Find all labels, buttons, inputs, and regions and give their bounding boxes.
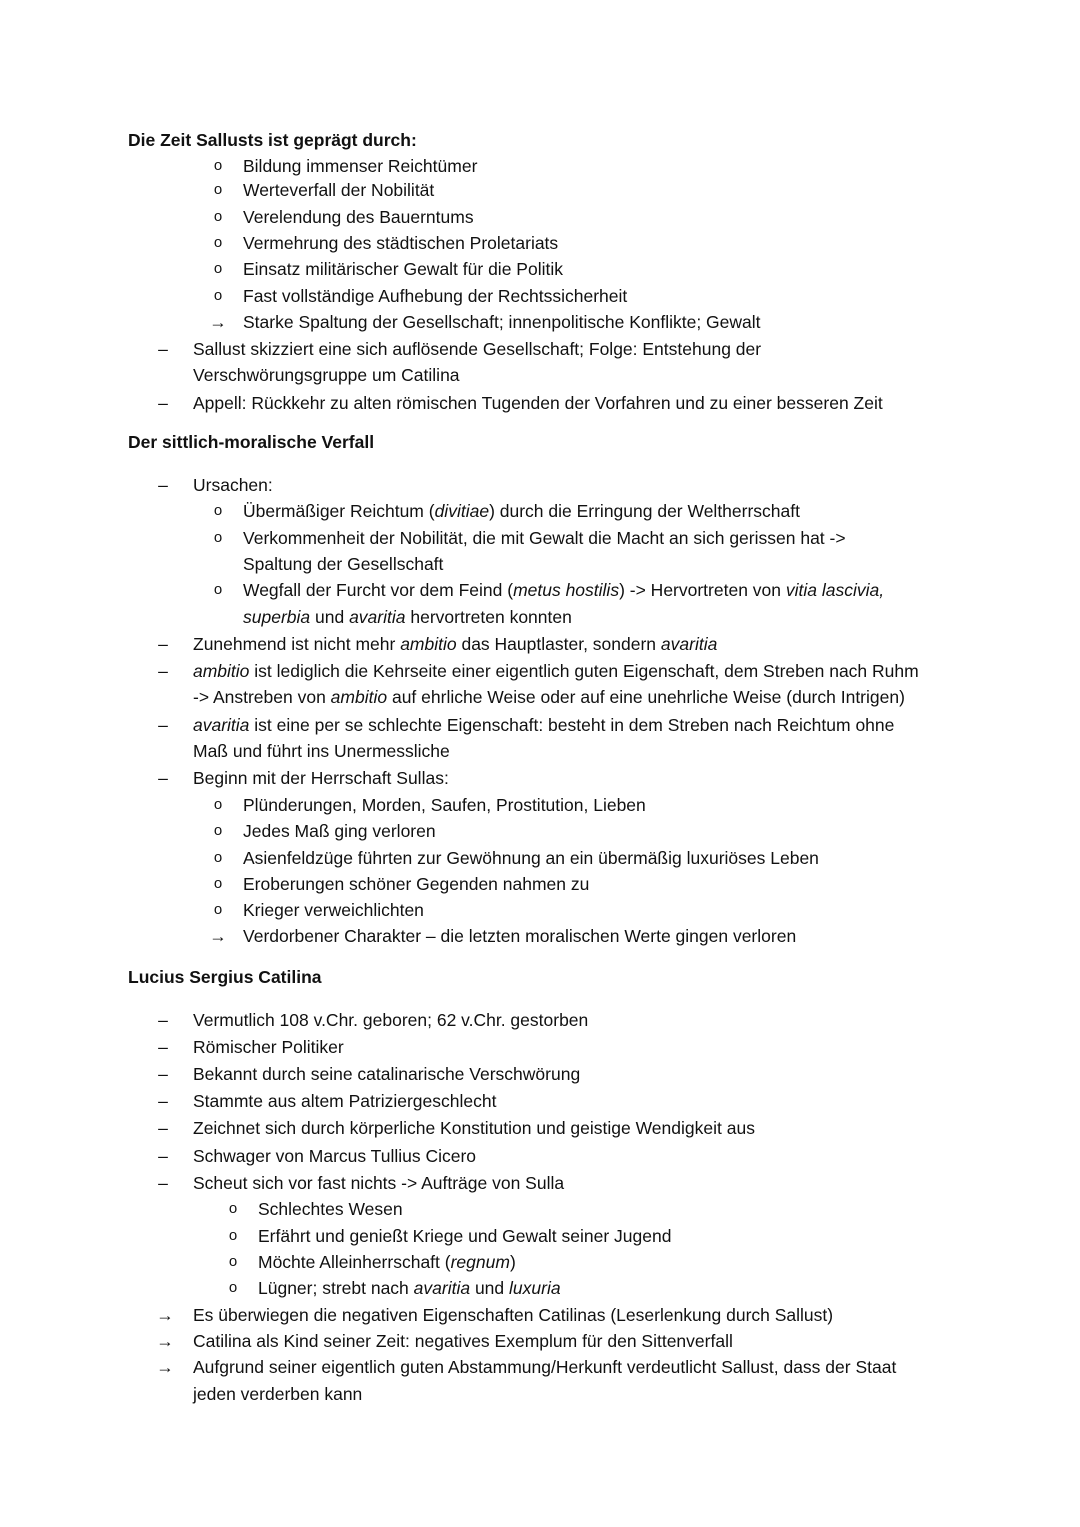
document-page: Die Zeit Sallusts ist geprägt durch: o Bildung immenser Reichtümer o Werteverfall der Nobilität o Verelendung des Bauerntums o Vermehrung des städtischen Proletariats o Einsatz militärischer Gewalt für die Politik o Fast vollständige Aufhebung der Rechtssicherheit → Starke Spaltung der Gesellschaft; innenpolitische Konflikte; Gewalt – Sallust skizziert eine sich auflösende Gesellschaft; Folge: Entstehung der Verschwörungsgruppe um Catilina – Appell: Rückkehr zu alten römischen Tugenden der Vorfahren und zu einer besseren Zeit Der sittlich-moralische Verfall – Ursachen: o Übermäßiger Reichtum (divitiae) durch die Erringung der Weltherrschaft o Verkommenheit der Nobilität, die mit Gewalt die Macht an sich gerissen hat -> Spaltung der Gesellschaft o Wegfall der Furcht vor dem Feind (metus hostilis) -> Hervortreten von vitia lascivia, superbia und avaritia hervortreten konnten – Zunehmend ist nicht mehr ambitio das Hauptlaster, sondern avaritia – ambitio ist lediglich die Kehrseite einer eigentlich guten Eigenschaft, dem Streben nach Ruhm -> Anstreben von ambitio auf ehrliche Weise oder auf eine unehrliche Weise (durch Intrigen) – avaritia ist eine per se schlechte Eigenschaft: besteht in dem Streben nach Reichtum ohne Maß und führt ins Unermessliche – Beginn mit der Herrschaft Sullas: o Plünderungen, Morden, Saufen, Prostitution, Lieben o Jedes Maß ging verloren o Asienfeldzüge führten zur Gewöhnung an ein übermäßig luxuriöses Leben o Eroberungen schöner Gegenden nahmen zu o Krieger verweichlichten → Verdorbener Charakter – die letzten moralischen Werte gingen verloren Lucius Sergius Catilina – Vermutlich 108 v.Chr. geboren; 62 v.Chr. gestorben – Römischer Politiker – Bekannt durch seine catalinarische Verschwörung – Stammte aus altem Patriziergeschlecht – Zeichnet sich durch körperliche Konstitution und geistige Wendigkeit aus – Schwager von Marcus Tullius Cicero – Scheut sich vor fast nichts -> Aufträge von Sulla o Schlechtes Wesen o Erfährt und genießt Kriege und Gewalt seiner Jugend o Möchte Alleinherrschaft (regnum) o Lügner; strebt nach avaritia und luxuria → Es überwiegen die negativen Eigenschaften Catilinas (Leserlenkung durch Sallust) → Catilina als Kind seiner Zeit: negatives Exemplum für den Sittenverfall → Aufgrund seiner eigentlich guten Abstammung/Herkunft verdeutlicht Sallust, dass der Staat jeden verderben kann [0, 0, 1080, 1527]
circle-bullet-icon: o [213, 208, 223, 225]
circle-bullet-icon: o [213, 796, 223, 813]
list-item-continuation: jeden verderben kann [193, 1384, 363, 1404]
list-item-continuation: Maß und führt ins Unermessliche [193, 741, 450, 761]
arrow-right-icon: → [156, 1331, 174, 1351]
dash-bullet-icon: – [158, 1118, 168, 1138]
circle-bullet-icon: o [228, 1253, 238, 1270]
section-heading-catilina: Lucius Sergius Catilina [128, 967, 322, 987]
arrow-right-icon: → [209, 312, 227, 332]
circle-bullet-icon: o [213, 875, 223, 892]
circle-bullet-icon: o [213, 157, 223, 174]
circle-bullet-icon: o [213, 901, 223, 918]
circle-bullet-icon: o [228, 1200, 238, 1217]
section-heading-moral-decline: Der sittlich-moralische Verfall [128, 432, 375, 452]
circle-bullet-icon: o [213, 849, 223, 866]
circle-bullet-icon: o [228, 1227, 238, 1244]
circle-bullet-icon: o [213, 581, 223, 598]
circle-bullet-icon: o [213, 287, 223, 304]
dash-bullet-icon: – [158, 475, 168, 495]
dash-bullet-icon: – [158, 1010, 168, 1030]
circle-bullet-icon: o [213, 502, 223, 519]
circle-bullet-icon: o [213, 260, 223, 277]
dash-bullet-icon: – [158, 393, 168, 413]
list-item-continuation: superbia und avaritia hervortreten konnten [243, 607, 572, 627]
dash-bullet-icon: – [158, 1173, 168, 1193]
list-item-continuation: Verschwörungsgruppe um Catilina [193, 365, 460, 385]
arrow-right-icon: → [209, 926, 227, 946]
arrow-right-icon: → [156, 1357, 174, 1377]
circle-bullet-icon: o [213, 529, 223, 546]
arrow-right-icon: → [156, 1305, 174, 1325]
dash-bullet-icon: – [158, 1037, 168, 1057]
dash-bullet-icon: – [158, 661, 168, 681]
dash-bullet-icon: – [158, 715, 168, 735]
dash-bullet-icon: – [158, 634, 168, 654]
dash-bullet-icon: – [158, 768, 168, 788]
circle-bullet-icon: o [228, 1279, 238, 1296]
dash-bullet-icon: – [158, 1146, 168, 1166]
dash-bullet-icon: – [158, 1091, 168, 1111]
dash-bullet-icon: – [158, 339, 168, 359]
list-item-continuation: Spaltung der Gesellschaft [243, 554, 444, 574]
circle-bullet-icon: o [213, 234, 223, 251]
dash-bullet-icon: – [158, 1064, 168, 1084]
list-item-continuation: -> Anstreben von ambitio auf ehrliche Weise oder auf eine unehrliche Weise (durch Intrigen) [193, 687, 905, 707]
section-heading-sallust-time: Die Zeit Sallusts ist geprägt durch: [128, 130, 417, 150]
circle-bullet-icon: o [213, 822, 223, 839]
circle-bullet-icon: o [213, 181, 223, 198]
